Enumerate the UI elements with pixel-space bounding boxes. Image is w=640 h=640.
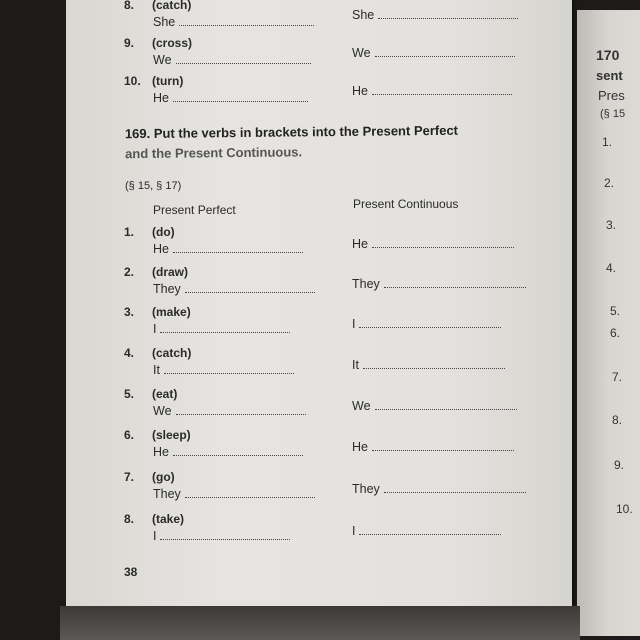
item-number: 8.	[124, 512, 135, 526]
item-header	[124, 36, 192, 50]
right-page-item-number: 7.	[612, 370, 623, 384]
right-subject: I	[352, 524, 356, 538]
right-blank[interactable]	[375, 48, 515, 57]
exercise-number: 169.	[124, 125, 151, 142]
left-subject: He	[153, 445, 169, 459]
right-subject: It	[352, 358, 359, 372]
left-blank[interactable]	[160, 531, 290, 540]
item-number: 3.	[124, 305, 135, 319]
right-subject: She	[352, 8, 375, 22]
right-answer-line	[352, 358, 505, 372]
left-answer-line	[153, 445, 303, 459]
right-page-ref: (§ 15	[600, 108, 626, 120]
item-number: 6.	[124, 428, 135, 442]
right-page-item-number: 10.	[616, 502, 633, 516]
left-subject: She	[153, 15, 176, 29]
left-blank[interactable]	[179, 17, 314, 26]
item-verb: (take)	[152, 512, 185, 526]
right-page-heading: 170	[596, 47, 620, 63]
item-verb: (catch)	[152, 0, 192, 12]
left-answer-line	[153, 363, 294, 377]
right-subject: I	[352, 317, 356, 331]
item-verb: (do)	[152, 225, 175, 239]
left-answer-line	[153, 15, 314, 29]
right-blank[interactable]	[363, 360, 505, 369]
right-blank[interactable]	[384, 279, 526, 288]
item-header	[124, 0, 191, 12]
right-page-item-number: 5.	[610, 304, 621, 318]
left-answer-line	[153, 242, 303, 256]
left-blank[interactable]	[173, 447, 303, 456]
right-answer-line	[352, 237, 514, 251]
right-blank[interactable]	[384, 484, 526, 493]
item-header	[124, 387, 177, 401]
right-answer-line	[352, 8, 518, 22]
column-header-present-continuous: Present Continuous	[353, 197, 459, 211]
right-page-item-number: 2.	[604, 176, 615, 190]
left-blank[interactable]	[160, 324, 290, 333]
exercise-title	[125, 120, 545, 164]
page-edge-shadow	[60, 606, 580, 640]
item-header	[124, 346, 191, 360]
right-blank[interactable]	[372, 442, 514, 451]
right-answer-line	[352, 277, 526, 291]
right-subject: He	[352, 237, 368, 251]
item-header	[124, 225, 175, 239]
right-answer-line	[352, 84, 512, 98]
left-blank[interactable]	[173, 244, 303, 253]
left-blank[interactable]	[164, 365, 294, 374]
right-blank[interactable]	[359, 319, 501, 328]
item-verb: (eat)	[152, 387, 178, 401]
left-subject: We	[153, 404, 172, 418]
item-number: 1.	[124, 225, 135, 239]
right-answer-line	[352, 317, 501, 331]
left-subject: I	[153, 322, 157, 336]
left-subject: We	[153, 53, 172, 67]
right-blank[interactable]	[372, 86, 512, 95]
item-verb: (sleep)	[152, 428, 191, 442]
item-number: 8.	[124, 0, 135, 12]
book-page-right	[577, 10, 640, 636]
left-subject: He	[153, 91, 169, 105]
left-subject: I	[153, 529, 157, 543]
left-answer-line	[153, 322, 290, 336]
left-blank[interactable]	[185, 489, 315, 498]
item-verb: (draw)	[152, 265, 188, 279]
right-answer-line	[352, 46, 515, 60]
item-verb: (turn)	[152, 74, 184, 88]
column-header-present-perfect: Present Perfect	[153, 203, 236, 217]
left-subject: It	[153, 363, 160, 377]
item-verb: (go)	[152, 470, 175, 484]
left-answer-line	[153, 404, 306, 418]
item-number: 4.	[124, 346, 135, 360]
left-answer-line	[153, 91, 308, 105]
item-verb: (cross)	[152, 36, 193, 50]
item-header	[124, 470, 175, 484]
left-answer-line	[153, 487, 315, 501]
item-number: 7.	[124, 470, 135, 484]
right-subject: We	[352, 399, 371, 413]
left-blank[interactable]	[173, 93, 308, 102]
item-verb: (make)	[152, 305, 191, 319]
exercise-title-line1: Put the verbs in brackets into the Present Perfect	[153, 122, 459, 141]
exercise-reference: (§ 15, § 17)	[125, 180, 182, 192]
item-verb: (catch)	[152, 346, 192, 360]
right-page-line2: sent	[596, 68, 623, 83]
item-header	[124, 265, 188, 279]
item-number: 9.	[124, 36, 135, 50]
item-header	[124, 428, 191, 442]
right-blank[interactable]	[372, 239, 514, 248]
right-answer-line	[352, 482, 526, 496]
left-subject: They	[153, 282, 181, 296]
left-subject: They	[153, 487, 181, 501]
right-answer-line	[352, 440, 514, 454]
right-page-item-number: 6.	[610, 326, 621, 340]
right-answer-line	[352, 524, 501, 538]
item-header	[124, 74, 183, 88]
item-number: 2.	[124, 265, 135, 279]
item-header	[124, 512, 184, 526]
right-answer-line	[352, 399, 517, 413]
item-header	[124, 305, 191, 319]
page-number: 38	[124, 565, 138, 579]
item-number: 5.	[124, 387, 135, 401]
left-blank[interactable]	[176, 406, 306, 415]
left-subject: He	[153, 242, 169, 256]
right-subject: He	[352, 440, 368, 454]
right-blank[interactable]	[375, 401, 517, 410]
left-answer-line	[153, 282, 315, 296]
right-page-item-number: 8.	[612, 413, 623, 427]
right-page-item-number: 3.	[606, 218, 617, 232]
left-answer-line	[153, 53, 311, 67]
left-answer-line	[153, 529, 290, 543]
left-blank[interactable]	[176, 55, 311, 64]
exercise-title-line2: and the Present Continuous.	[125, 144, 303, 162]
right-page-line3: Pres	[598, 88, 625, 103]
right-page-item-number: 9.	[614, 458, 625, 472]
right-page-item-number: 1.	[602, 135, 613, 149]
right-page-item-number: 4.	[606, 261, 617, 275]
right-subject: We	[352, 46, 371, 60]
right-subject: They	[352, 277, 380, 291]
right-subject: They	[352, 482, 380, 496]
item-number: 10.	[124, 74, 141, 88]
right-blank[interactable]	[359, 526, 501, 535]
right-blank[interactable]	[378, 10, 518, 19]
left-blank[interactable]	[185, 284, 315, 293]
right-subject: He	[352, 84, 368, 98]
